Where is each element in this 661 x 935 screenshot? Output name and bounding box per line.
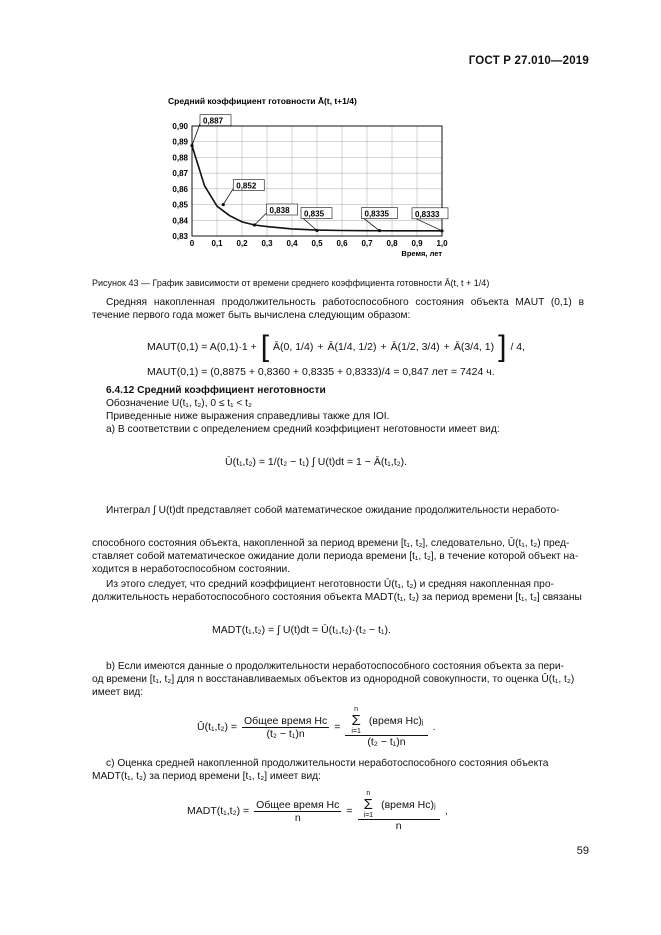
annotation-leader — [255, 213, 267, 225]
x-tick-label: 0,1 — [211, 239, 223, 248]
eq6-lhs: MADT(t₁,t₂) = — [187, 805, 250, 817]
item-a-intro: а) В соответствии с определением средний коэффициент неготовности имеет вид: — [106, 424, 500, 435]
paragraph-integral-3: ставляет собой математическое ожидание доли периода времени [t₁, t₂], в течение которой объект на- — [92, 551, 579, 562]
eq6-num1: Общее время Нс — [256, 798, 340, 811]
paragraph-c-2: MADT(t₁, t₂) за период времени [t₁, t₂] имеет вид: — [92, 771, 321, 782]
document-code: ГОСТ Р 27.010—2019 — [468, 55, 589, 67]
bracket-right: ] — [498, 330, 507, 363]
y-tick-label: 0,88 — [172, 153, 188, 163]
equation-estimate-unavailability: Û(t₁,t₂) = $\frac{\text{Общее время Нс}}{\text{(t₂ − t₁)n}}$ = n Σ i=1 (время Нс)ⱼ (t₂ − t₁)n . — [197, 706, 436, 748]
paragraph-integral-1: Интеграл ∫ U(t)dt представляет собой математическое ожидание продолжительности неработо- — [106, 505, 560, 516]
validity-line: Приведенные ниже выражения справедливы также для IOI. — [106, 411, 390, 422]
annotation-label: 0,887 — [203, 116, 224, 126]
eq1-left: MAUT(0,1) = A(0,1)·1 + — [147, 341, 257, 353]
annotation-label: 0,835 — [304, 209, 325, 219]
eq1-term-3: Ā(1/2, 3/4) — [390, 341, 440, 353]
page-number: 59 — [576, 845, 589, 857]
paragraph-b-2: од времени [t₁, t₂] для n восстанавливаемых объектов из однородной совокупности, то оценка Û(t₁, t₂) — [92, 674, 575, 685]
y-tick-label: 0,89 — [172, 137, 188, 147]
eq5-fraction-1 — [242, 715, 329, 740]
equation-madt: MADT(t₁,t₂) = ∫ U(t)dt = Ū(t₁,t₂)·(t₂ − t₁). — [212, 624, 391, 636]
eq1-term-2: Ā(1/4, 1/2) — [327, 341, 377, 353]
eq6-num2: (время Нс)ⱼ — [381, 798, 436, 811]
equation-maut-value: MAUT(0,1) = (0,8875 + 0,8360 + 0,8335 + 0,8333)/4 = 0,847 лет = 7424 ч. — [147, 366, 495, 378]
equation-maut-formula: MAUT(0,1) = A(0,1)·1 + [ Ā(0, 1/4) + Ā(1/4, 1/2) + Ā(1/2, 3/4) + Ā(3/4, 1) ] / 4, — [147, 330, 526, 363]
paragraph-integral-2: способного состояния объекта, накопленной за период времени [t₁, t₂], следовательно, Ū(t₁, t₂) пред- — [92, 538, 570, 549]
annotation-label: 0,8333 — [415, 209, 440, 219]
x-tick-label: 0,4 — [286, 239, 298, 248]
figure-caption: Рисунок 43 — График зависимости от времени среднего коэффициента готовности Ā(t, t + 1/4) — [92, 278, 490, 288]
annotation-point — [222, 203, 225, 206]
sum-symbol: n Σ i=1 — [363, 790, 374, 819]
annotation-point — [440, 229, 443, 232]
equation-estimate-madt: MADT(t₁,t₂) = $\frac{\text{Общее время Нс}}{n}$ = n Σ i=1 (время Нс)ⱼ n , — [187, 790, 448, 832]
eq6-den1: n — [294, 811, 301, 824]
section-heading: 6.4.12 Средний коэффициент неготовности — [106, 385, 326, 396]
chart-title: Средний коэффициент готовности Ā(t, t+1/4) — [168, 96, 357, 106]
y-tick-label: 0,84 — [172, 216, 188, 226]
x-tick-label: 0,2 — [236, 239, 248, 248]
availability-chart — [150, 88, 470, 268]
x-tick-label: 0,6 — [336, 239, 348, 248]
paragraph-maut: Средняя накопленная продолжительность работоспособного состояния объекта MAUT (0,1) в течение первого года может быть вычислена следующим образом: — [92, 297, 584, 321]
equation-mean-unavailability: Ū(t₁,t₂) = 1/(t₂ − t₁) ∫ U(t)dt = 1 − Ā(t₁,t₂). — [225, 456, 408, 468]
eq5-fraction-2 — [345, 706, 427, 748]
annotation-point — [315, 229, 318, 232]
eq5-num2: (время Нс)ⱼ — [368, 714, 424, 727]
paragraph-b-3: имеет вид: — [92, 687, 144, 698]
annotation-label: 0,852 — [236, 181, 257, 191]
eq5-den2: (t₂ − t₁)n — [367, 736, 406, 748]
eq6-fraction-2 — [358, 790, 440, 832]
y-tick-label: 0,85 — [172, 200, 188, 210]
y-tick-label: 0,83 — [172, 232, 188, 241]
annotation-leader — [223, 189, 233, 205]
annotation-point — [253, 223, 256, 226]
y-tick-label: 0,87 — [172, 169, 188, 179]
eq5-lhs: Û(t₁,t₂) = — [197, 721, 237, 733]
y-tick-label: 0,86 — [172, 184, 188, 194]
eq1-right: / 4, — [510, 341, 526, 353]
x-tick-label: 0,5 — [311, 239, 323, 248]
x-tick-label: 0,7 — [361, 239, 373, 248]
annotation-point — [378, 229, 381, 232]
x-tick-label: 0 — [189, 239, 195, 248]
notation-line: Обозначение U(t₁, t₂), 0 ≤ t₁ < t₂ — [106, 398, 252, 409]
x-tick-label: 0,9 — [411, 239, 423, 248]
annotation-point — [190, 144, 193, 147]
annotation-label: 0,8335 — [364, 209, 389, 219]
y-tick-label: 0,90 — [172, 122, 188, 131]
eq5-den1: (t₂ − t₁)n — [266, 727, 305, 740]
eq6-den2: n — [395, 820, 402, 832]
x-tick-label: 0,3 — [261, 239, 273, 248]
eq1-term-4: Ā(3/4, 1) — [453, 341, 495, 353]
eq5-num1: Общее время Нс — [244, 714, 328, 727]
paragraph-b-1: b) Если имеются данные о продолжительности неработоспособного состояния объекта за пери- — [106, 661, 564, 672]
x-tick-label: 0,8 — [386, 239, 398, 248]
eq6-fraction-1 — [254, 799, 341, 824]
bracket-left: [ — [260, 330, 270, 363]
paragraph-madt-1: Из этого следует, что средний коэффициент неготовности Ū(t₁, t₂) и средняя накопленная про- — [106, 579, 554, 590]
paragraph-c-1: c) Оценка средней накопленной продолжительности неработоспособного состояния объекта — [106, 758, 549, 769]
x-axis-label: Время, лет — [401, 249, 442, 258]
annotation-leader — [192, 124, 200, 146]
paragraph-integral-4: ходится в неработоспособном состоянии. — [92, 564, 291, 575]
sum-symbol: n Σ i=1 — [351, 706, 361, 735]
paragraph-madt-2: должительность неработоспособного состояния объекта MADT(t₁, t₂) за период времени [t₁, t₂] связаны — [92, 592, 582, 603]
eq1-term-1: Ā(0, 1/4) — [273, 341, 314, 353]
x-tick-label: 1,0 — [436, 239, 448, 248]
annotation-label: 0,838 — [269, 206, 290, 215]
